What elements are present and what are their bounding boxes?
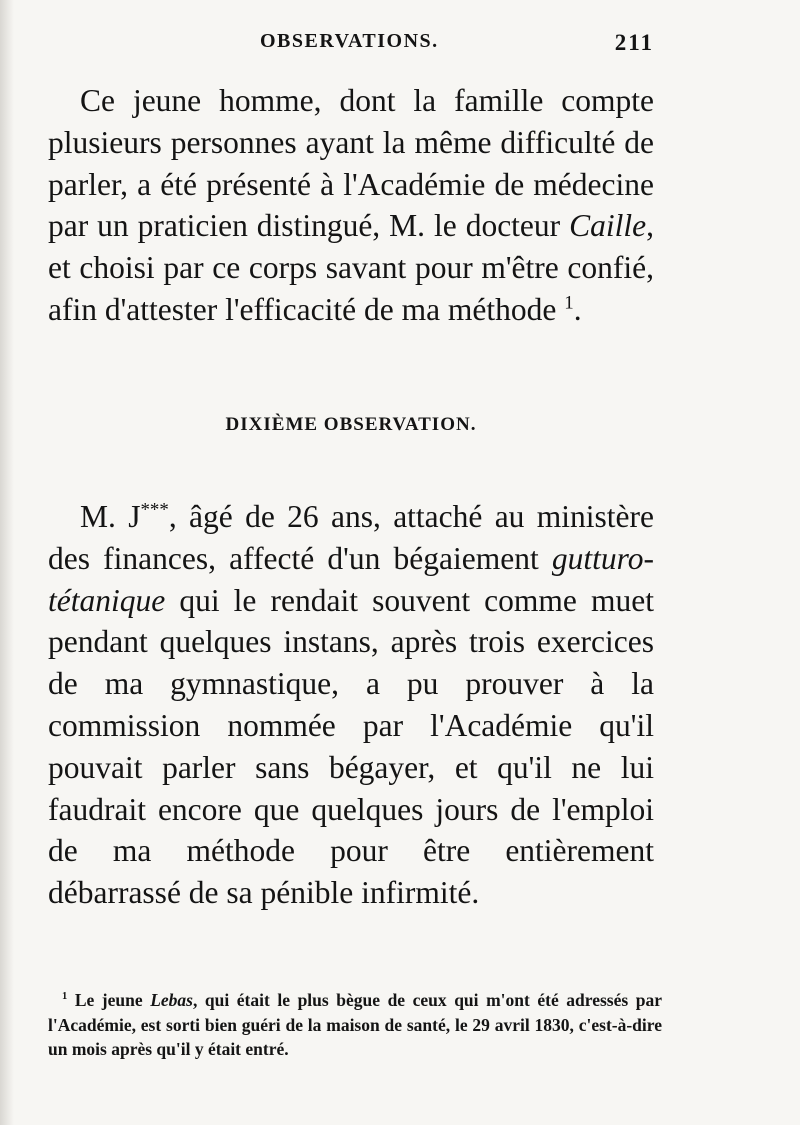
paragraph-dixieme-observation [48, 496, 654, 914]
term-gutturo-tetanique: gutturo-tétanique [48, 540, 654, 618]
paragraph-text: . [573, 291, 582, 327]
page-edge-shadow [0, 0, 14, 1125]
footnote-text: , qui était le plus bègue de ceux qui m'ont été adressés par l'Académie, est sorti bien guéri de la maison de santé, le 29 avril 1830, c'est-à-dire un mois après qu'il y était entré. [48, 990, 662, 1059]
paragraph-text: M. J [80, 499, 141, 534]
section-title: DIXIÈME OBSERVATION. [225, 414, 477, 435]
page-header [48, 30, 654, 66]
paragraph-text: Ce jeune homme, dont la famille compte plusieurs personnes ayant la même difficulté de parler, a été présenté à l'Académie de médecine par un praticien distingué, M. le docteur [48, 83, 654, 244]
footnote [48, 988, 662, 1062]
name-stars: *** [140, 499, 169, 521]
paragraph-text: , et choisi par ce corps savant pour m'être confié, afin d'attester l'efficacité de ma méthode [48, 208, 654, 327]
footnote-reference: 1 [564, 292, 574, 314]
name-lebas: Lebas [150, 990, 193, 1010]
page-number: 211 [614, 30, 654, 55]
footnote-mark: 1 [62, 991, 68, 1003]
footnote-text: Le jeune [74, 990, 151, 1010]
name-caille: Caille [569, 208, 647, 244]
paragraph-text: , âgé de 26 ans, attaché au ministère des finances, affecté d'un bégaiement [48, 499, 654, 576]
paragraph-text: qui le rendait souvent comme muet pendant quelques instans, après trois exercices de ma gymnastique, a pu prouver à la commission nommée par l'Académie qu'il pouvait parler sans bégayer, et qu'il ne lui faudrait encore que quelques jours de l'emploi de ma méthode pour être entièrement débarrassé de sa pénible infirmité. [48, 582, 654, 911]
running-head: OBSERVATIONS. [260, 30, 439, 52]
paragraph-caille [48, 80, 654, 331]
